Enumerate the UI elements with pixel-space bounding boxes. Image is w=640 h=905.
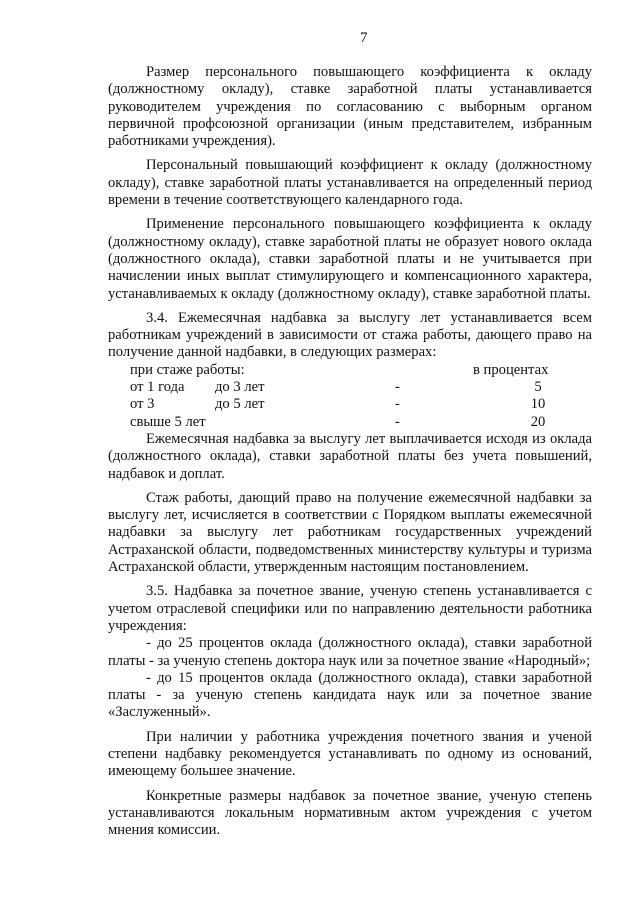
seniority-header-right: в процентах <box>473 361 549 378</box>
document-body <box>108 64 592 839</box>
seniority-header-left: при стаже работы: <box>130 361 245 378</box>
seniority-dash: - <box>395 396 400 413</box>
paragraph-coefficient-application: Применение персонального повышающего коэффициента к окладу (должностному окладу), ставке заработной платы не образует нового оклада (должностного оклада), ставки заработной платы и не учитывается при начислении иных выплат стимулирующего и компенсационного характера, устанавливаемых к окладу (должностному окладу), ставке заработной платы. <box>108 216 592 302</box>
seniority-to: до 5 лет <box>215 396 265 413</box>
seniority-table-row <box>108 379 592 396</box>
list-item-doctor: - до 25 процентов оклада (должностного оклада), ставки заработной платы - за ученую степень доктора наук или за почетное звание «Народный»; <box>108 635 592 669</box>
paragraph-coefficient-size: Размер персонального повышающего коэффициента к окладу (должностному окладу), ставке заработной платы устанавливается руководителем учреждения по согласованию с выборным органом первичной профсоюзной организации (иным представителем, избранным работниками учреждения). <box>108 64 592 150</box>
paragraph-multiple-grounds: При наличии у работника учреждения почетного звания и ученой степени надбавку рекомендуется устанавливать по одному из оснований, имеющему большее значение. <box>108 728 592 780</box>
paragraph-local-act: Конкретные размеры надбавок за почетное звание, ученую степень устанавливаются локальным нормативным актом учреждения с учетом мнения комиссии. <box>108 787 592 839</box>
seniority-from: от 1 года <box>130 379 185 396</box>
seniority-table <box>108 362 592 431</box>
seniority-from: свыше 5 лет <box>130 413 206 430</box>
seniority-dash: - <box>395 413 400 430</box>
page-number: 7 <box>360 30 368 46</box>
seniority-table-header <box>108 362 592 379</box>
seniority-dash: - <box>395 379 400 396</box>
list-item-candidate: - до 15 процентов оклада (должностного оклада), ставки заработной платы - за ученую степень кандидата наук или за почетное звание «Заслуженный». <box>108 669 592 721</box>
seniority-from: от 3 <box>130 396 155 413</box>
paragraph-section-3-5: 3.5. Надбавка за почетное звание, ученую степень устанавливается с учетом отраслевой специфики или по направлению деятельности работника учреждения: <box>108 583 592 634</box>
seniority-percent: 10 <box>530 396 546 413</box>
seniority-table-row <box>108 396 592 413</box>
paragraph-coefficient-period: Персональный повышающий коэффициент к окладу (должностному окладу), ставке заработной платы устанавливается на определенный период времени в течение соответствующего календарного года. <box>108 157 592 209</box>
paragraph-section-3-4: 3.4. Ежемесячная надбавка за выслугу лет устанавливается всем работникам учреждений в зависимости от стажа работы, дающего право на получение данной надбавки, в следующих размерах: <box>108 309 592 361</box>
seniority-to: до 3 лет <box>215 379 265 396</box>
paragraph-seniority-calculation: Стаж работы, дающий право на получение ежемесячной надбавки за выслугу лет, исчисляется в соответствии с Порядком выплаты ежемесячной надбавки за выслугу лет работникам государственных учреждений Астраханской области, подведомственных министерству культуры и туризма Астраханской области, утвержденным настоящим постановлением. <box>108 489 592 576</box>
seniority-percent: 20 <box>530 413 546 430</box>
paragraph-seniority-basis: Ежемесячная надбавка за выслугу лет выплачивается исходя из оклада (должностного оклада), ставки заработной платы без учета повышений, надбавок и доплат. <box>108 430 592 482</box>
seniority-percent: 5 <box>534 379 542 396</box>
seniority-table-row <box>108 414 592 431</box>
